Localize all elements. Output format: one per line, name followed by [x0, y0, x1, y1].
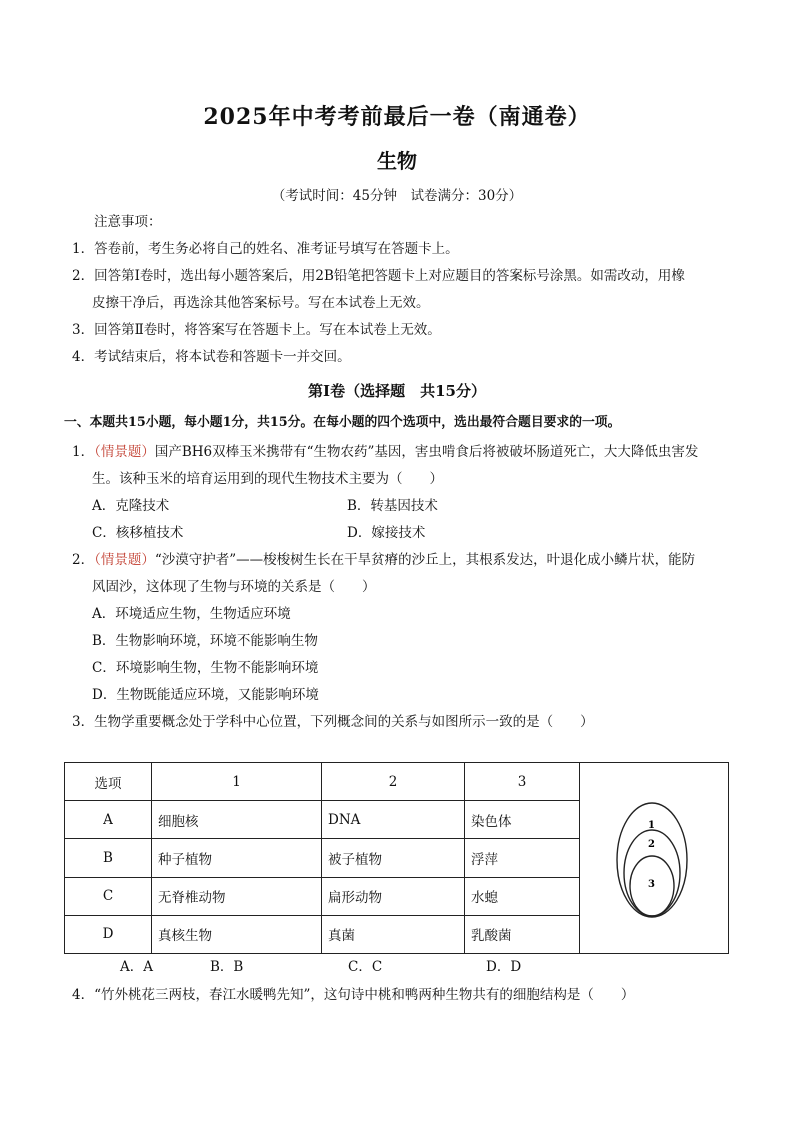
ellipse-label: 1 [648, 820, 655, 831]
question-2 [72, 551, 695, 569]
venn-figure-cell [580, 763, 729, 954]
note-item: 4．考试结束后，将本试卷和答题卡一并交回。 [72, 349, 351, 365]
section-instruction: 一、本题共15小题，每小题1分，共15分。在每小题的四个选项中，选出最符合题目要求的一项。 [64, 415, 621, 430]
question-3-stem: 3．生物学重要概念处于学科中心位置，下列概念间的关系与如图所示一致的是（ ） [72, 714, 594, 730]
question-text: 生。该种玉米的培育运用到的现代生物技术主要为（ ） [92, 471, 443, 487]
option-a: A．A [120, 959, 153, 975]
table-cell: 染色体 [465, 801, 580, 839]
note-item: 2．回答第Ⅰ卷时，选出每小题答案后，用2B铅笔把答题卡上对应题目的答案标号涂黑。如需改动，用橡 [72, 268, 685, 284]
notes-heading: 注意事项： [94, 214, 162, 230]
question-number: 1． [72, 444, 95, 460]
option-c: C．环境影响生物，生物不能影响环境 [92, 660, 319, 676]
subject-title: 生物 [377, 149, 417, 173]
table-cell: DNA [322, 801, 465, 839]
table-header: 2 [322, 763, 465, 801]
table-header: 1 [152, 763, 322, 801]
option-c: C．C [348, 959, 383, 975]
section-title: 第Ⅰ卷（选择题 共15分） [308, 382, 486, 400]
option-d: D．生物既能适应环境，又能影响环境 [92, 687, 319, 703]
note-item: 1．答卷前，考生务必将自己的姓名、准考证号填写在答题卡上。 [72, 241, 459, 257]
note-item: 3．回答第Ⅱ卷时，将答案写在答题卡上。写在本试卷上无效。 [72, 322, 441, 338]
table-header-row [65, 763, 729, 801]
question-tag: （情景题） [94, 552, 155, 568]
table-cell: 乳酸菌 [465, 915, 580, 953]
question-text: “沙漠守护者”——梭梭树生长在干旱贫瘠的沙丘上，其根系发达，叶退化成小鳞片状，能防 [154, 552, 696, 568]
nested-ellipse-diagram [580, 763, 728, 953]
table-cell: A [65, 801, 152, 839]
table-cell: 水螅 [465, 877, 580, 915]
table-header: 选项 [65, 763, 152, 801]
exam-info: （考试时间：45分钟 试卷满分：30分） [271, 188, 523, 204]
table-cell: 无脊椎动物 [152, 877, 322, 915]
table-cell: 真核生物 [152, 915, 322, 953]
table-cell: 真菌 [322, 915, 465, 953]
table-cell: D [65, 915, 152, 953]
option-d: D．嫁接技术 [347, 525, 426, 541]
concept-table [64, 762, 729, 954]
question-4-stem: 4．“竹外桃花三两枝，春江水暖鸭先知”，这句诗中桃和鸭两种生物共有的细胞结构是（ ） [72, 987, 635, 1003]
question-number: 2． [72, 552, 95, 568]
table-cell: B [65, 839, 152, 877]
table-cell: 被子植物 [322, 839, 465, 877]
question-1 [72, 443, 698, 461]
table-header: 3 [465, 763, 580, 801]
ellipse-label: 2 [648, 839, 655, 850]
ellipse-label: 3 [648, 879, 655, 890]
option-a: A．环境适应生物，生物适应环境 [92, 606, 291, 622]
option-c: C．核移植技术 [92, 525, 184, 541]
option-b: B．B [210, 959, 244, 975]
exam-title: 2025年中考考前最后一卷（南通卷） [203, 104, 591, 130]
table-cell: 浮萍 [465, 839, 580, 877]
question-text: 国产BH6双棒玉米携带有“生物农药”基因，害虫啃食后将被破坏肠道死亡，大大降低虫害发 [154, 444, 699, 460]
note-item: 皮擦干净后，再选涂其他答案标号。写在本试卷上无效。 [92, 295, 430, 311]
table-cell: 扁形动物 [322, 877, 465, 915]
table-cell: C [65, 877, 152, 915]
option-a: A．克隆技术 [92, 498, 170, 514]
option-b: B．生物影响环境，环境不能影响生物 [92, 633, 318, 649]
option-b: B．转基因技术 [347, 498, 438, 514]
question-tag: （情景题） [94, 444, 155, 460]
table-cell: 种子植物 [152, 839, 322, 877]
question-text: 风固沙，这体现了生物与环境的关系是（ ） [92, 579, 376, 595]
option-d: D．D [486, 959, 522, 975]
table-cell: 细胞核 [152, 801, 322, 839]
